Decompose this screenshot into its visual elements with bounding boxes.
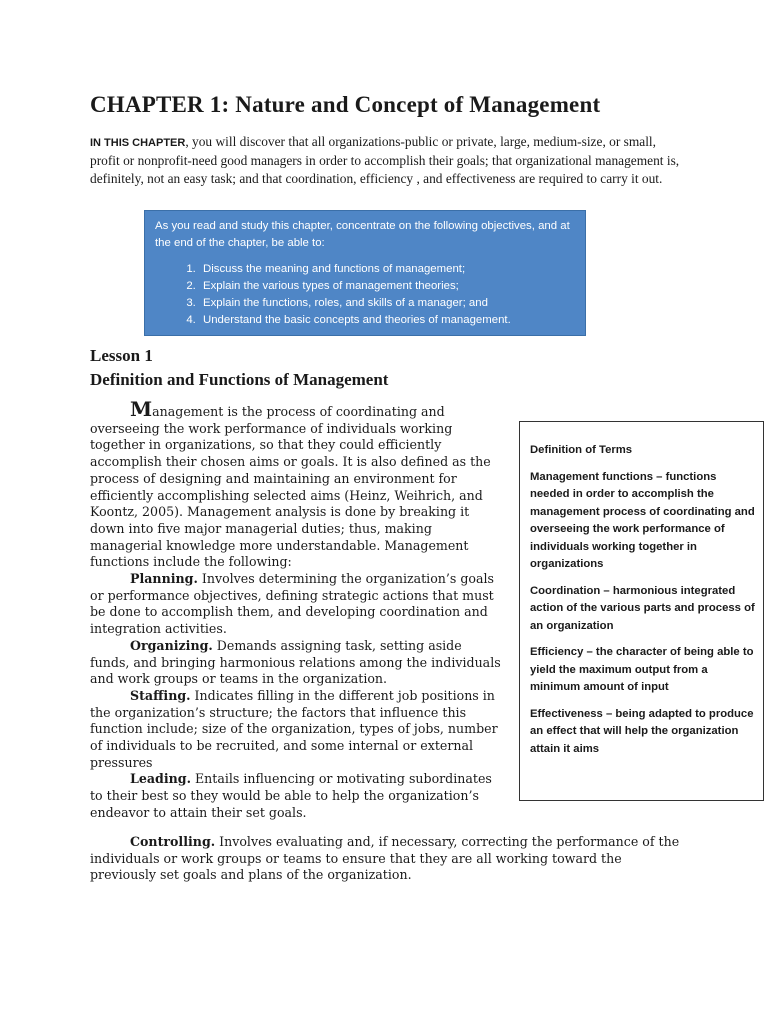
function-term: Organizing.: [130, 637, 213, 653]
function-term: Staffing.: [130, 687, 191, 703]
controlling-paragraph-block: [90, 834, 680, 884]
function-term: Leading.: [130, 771, 191, 787]
chapter-intro: [90, 133, 680, 187]
function-leading: [90, 771, 505, 821]
objective-item: 1. Discuss the meaning and functions of management;: [199, 261, 575, 278]
function-text: Involves evaluating and, if necessary, correcting the performance of the individuals or work groups or teams to ensure that they are all working toward the previously set goals and plans of the organization.: [90, 834, 680, 883]
chapter-title: CHAPTER 1: Nature and Concept of Management: [90, 92, 601, 117]
intro-text: , you will discover that all organizations-public or private, large, medium-size, or small, profit or nonprofit-need good managers in order to accomplish their goals; that organizational management is, definitely, not an easy task; and that coordination, efficiency , and effectiveness are required to carry it out.: [90, 134, 680, 186]
objective-item: 3. Explain the functions, roles, and skills of a manager; and: [199, 295, 575, 312]
function-planning: [90, 571, 505, 638]
terms-title: Definition of Terms: [530, 444, 633, 456]
definition-of-terms-box: [519, 421, 764, 801]
management-definition: [90, 397, 505, 571]
term-coordination: Coordination – harmonious integrated action of the various parts and process of an organization: [530, 584, 755, 632]
function-controlling: [90, 834, 680, 884]
lesson-title: Definition and Functions of Management: [90, 370, 389, 389]
function-text: Entails influencing or motivating subordinates to their best so they would be able to help the organization’s endeavor to attain their set goals.: [90, 771, 492, 820]
function-term: Controlling.: [130, 834, 216, 849]
function-text: Involves determining the organization’s goals or performance objectives, defining strategic actions that must be done to accomplish them, and developing coordination and integration activities.: [90, 571, 495, 637]
lesson-heading: [90, 344, 388, 392]
function-text: Demands assigning task, setting aside funds, and bringing harmonious relations among the individuals and work groups or teams in the organization.: [90, 637, 501, 687]
lesson-number: Lesson 1: [90, 346, 153, 365]
function-organizing: [90, 638, 505, 688]
function-staffing: [90, 688, 505, 772]
objective-item: 4. Understand the basic concepts and theories of management.: [199, 312, 575, 329]
term-management-functions: Management functions – functions needed in order to accomplish the management process of coordinating and overseeing the work performance of individuals working together in organizations: [530, 470, 755, 570]
objective-item: 2. Explain the various types of management theories;: [199, 278, 575, 295]
dropcap-letter: M: [130, 397, 153, 421]
function-term: Planning.: [130, 571, 198, 587]
intro-lead: IN THIS CHAPTER: [90, 137, 186, 149]
term-efficiency: Efficiency – the character of being able to yield the maximum output from a minimum amount of input: [530, 646, 754, 693]
term-effectiveness: Effectiveness – being adapted to produce an effect that will help the organization attain it aims: [530, 707, 754, 755]
objectives-intro: As you read and study this chapter, concentrate on the following objectives, and at the end of the chapter, be able to:: [155, 220, 570, 249]
main-text: [90, 397, 505, 822]
objectives-list: [155, 261, 575, 329]
definition-text: anagement is the process of coordinating and overseeing the work performance of individuals working together in organizations, so that they could efficiently accomplish their chosen aims or goals. It is also defined as the process of designing and maintaining an environment for efficiently accomplishing selected aims (Heinz, Weihrich, and Koontz, 2005). Management analysis is done by breaking it down into five major managerial duties; thus, making managerial knowledge more understandable. Management functions include the following:: [90, 404, 491, 570]
function-text: Indicates filling in the different job positions in the organization’s structure; the factors that influence this function include; size of the organization, types of jobs, number of individuals to be recruited, and some internal or external pressures: [90, 687, 498, 770]
objectives-box: [144, 210, 586, 336]
